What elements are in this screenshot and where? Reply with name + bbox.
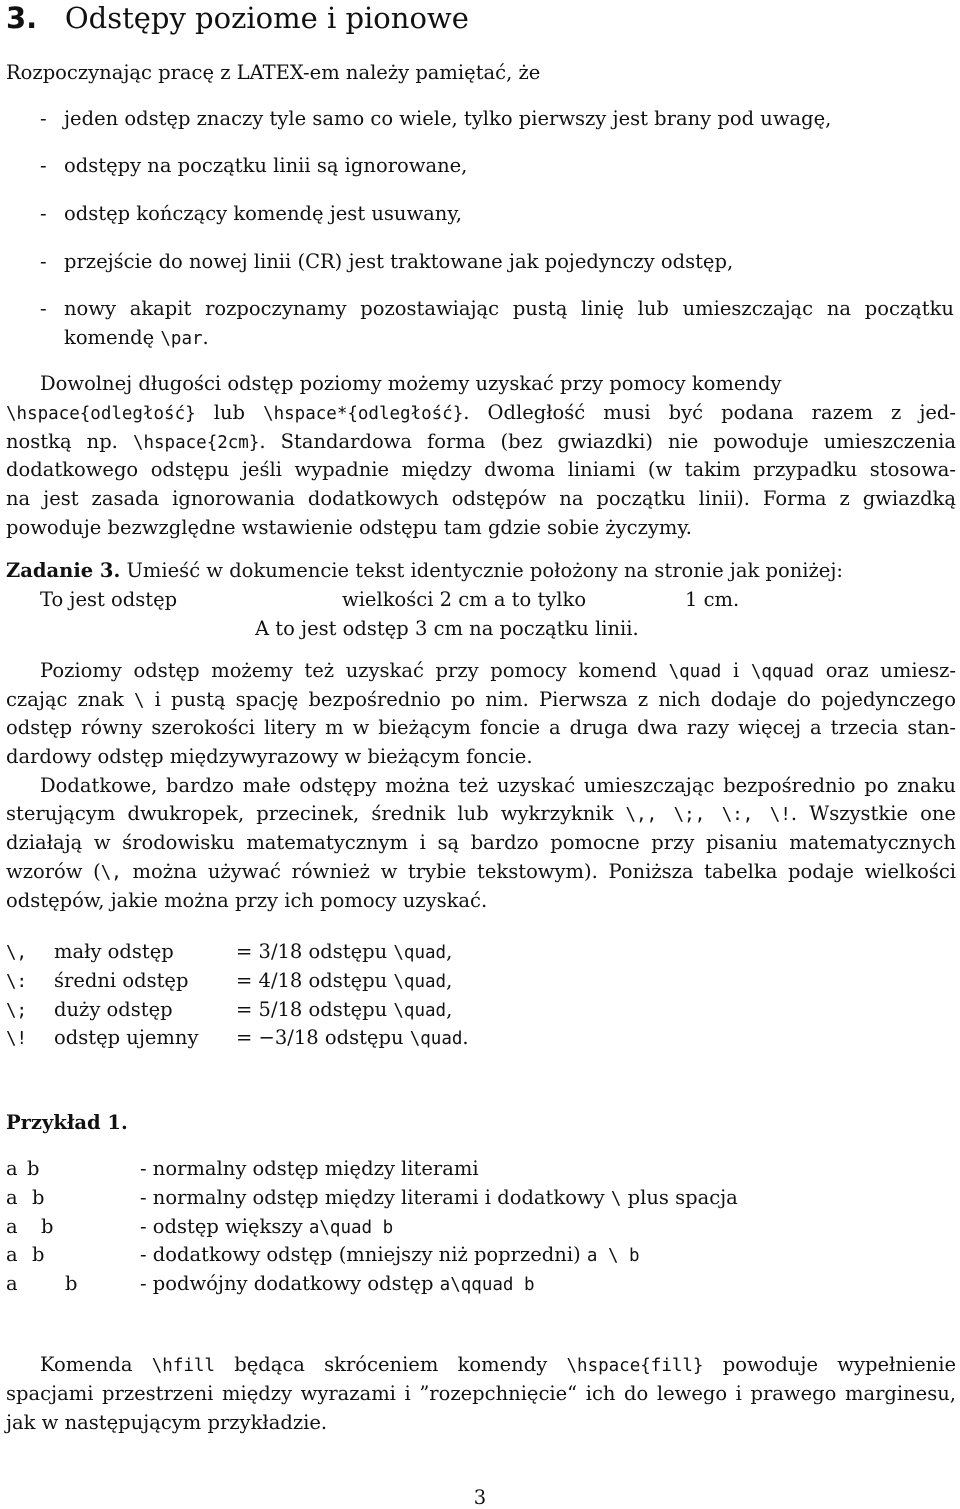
code: \hspace{odległość} <box>6 404 196 424</box>
table-cell: odstęp ujemny <box>54 1026 199 1049</box>
text: i <box>721 659 751 682</box>
paragraph-line: powoduje bezwzględne wstawienie odstępu tam gdzie sobie życzymy. <box>6 516 692 539</box>
task-label: Zadanie 3. <box>6 559 121 582</box>
code: \quad <box>393 972 447 992</box>
list-dash: - <box>40 202 47 225</box>
task-demo: 1 cm. <box>685 588 740 611</box>
paragraph-line <box>6 857 956 888</box>
example-desc <box>140 1183 738 1214</box>
paragraph-line: odstęp równy szerokości litery m w bieżącym foncie a druga dwa razy więcej a trzecia stan- <box>6 716 956 739</box>
code: \hspace{fill} <box>566 1356 704 1376</box>
example-a: a <box>6 1272 18 1295</box>
text: Komenda <box>40 1353 152 1376</box>
example-b: b <box>32 1186 45 1209</box>
paragraph-line: Dodatkowe, bardzo małe odstępy można też uzyskać umieszczając bezpośrednio po znaku <box>40 774 956 797</box>
text: . <box>202 326 209 349</box>
cmd: \, <box>6 943 28 963</box>
text: i pustą spację bezpośrednio po nim. Pierwsza z nich dodaje do pojedynczego <box>144 688 956 711</box>
code: \hspace{2cm} <box>132 433 260 453</box>
paragraph-line: spacjami przestrzeni między wyrazami i ”rozepchnięcie“ ich do lewego i prawego marginesu, <box>6 1382 956 1405</box>
example-b: b <box>32 1243 45 1266</box>
code: \par <box>160 329 203 349</box>
example-desc <box>140 1269 535 1300</box>
table-cell <box>236 937 452 968</box>
example-a: a <box>6 1243 18 1266</box>
list-item-continuation <box>64 323 209 354</box>
table-row <box>6 966 27 997</box>
list-dash: - <box>40 154 47 177</box>
list-dash: - <box>40 250 47 273</box>
section-title-text: Odstępy poziome i pionowe <box>64 1 469 35</box>
text: czając znak <box>6 688 134 711</box>
table-row <box>6 995 27 1026</box>
code: \ <box>133 691 145 711</box>
text: = 5/18 odstępu <box>236 998 394 1021</box>
cmd: \; <box>6 1001 28 1021</box>
task-demo: A to jest odstęp 3 cm na początku linii. <box>255 617 639 640</box>
code: \quad <box>393 1001 447 1021</box>
table-cell <box>236 1023 469 1054</box>
text: . Standardowa forma (bez gwiazdki) nie powoduje umieszczenia <box>259 430 956 453</box>
example-b: b <box>41 1215 54 1238</box>
text: można używać również w trybie tekstowym). Poniższa tabelka podaje wielkości <box>121 860 956 883</box>
section-title <box>6 0 469 36</box>
cmd: \: <box>6 972 28 992</box>
code: \quad <box>668 662 722 682</box>
example-desc <box>140 1240 640 1271</box>
code: a\quad b <box>308 1218 394 1238</box>
code: \, <box>100 863 122 883</box>
text: = −3/18 odstępu <box>236 1026 410 1049</box>
code: a \ b <box>586 1246 640 1266</box>
text: . <box>462 1026 469 1049</box>
example-label: Przykład 1. <box>6 1111 128 1134</box>
cmd: \! <box>6 1029 28 1049</box>
text: . Wszystkie one <box>790 802 956 825</box>
paragraph-line <box>40 1350 956 1381</box>
table-cell: mały odstęp <box>54 940 174 963</box>
paragraph-line <box>6 398 956 429</box>
table-row <box>6 937 27 968</box>
code: \ <box>610 1189 622 1209</box>
text: plus spacja <box>621 1186 738 1209</box>
paragraph-line <box>6 799 956 830</box>
code: \quad <box>393 943 447 963</box>
code: a\qquad b <box>439 1275 535 1295</box>
text: nostką np. <box>6 430 133 453</box>
text: . Odległość musi być podana razem z jed- <box>463 401 956 424</box>
intro-text: Rozpoczynając pracę z LATEX-em należy pamiętać, że <box>6 61 541 84</box>
text: , <box>446 969 453 992</box>
example-desc <box>140 1212 393 1243</box>
code: \hspace*{odległość} <box>263 404 464 424</box>
code: \quad <box>409 1029 463 1049</box>
text: = 3/18 odstępu <box>236 940 394 963</box>
text: - normalny odstęp między literami <box>140 1157 479 1180</box>
list-item: jeden odstęp znaczy tyle samo co wiele, tylko pierwszy jest brany pod uwagę, <box>64 107 832 130</box>
task-line <box>6 556 843 585</box>
task-text: Umieść w dokumencie tekst identycznie położony na stronie jak poniżej: <box>120 559 843 582</box>
table-cell <box>236 995 452 1026</box>
text: wzorów ( <box>6 860 101 883</box>
paragraph-line <box>6 427 956 458</box>
section-number: 3. <box>6 1 38 35</box>
text: , <box>446 940 453 963</box>
list-item: odstęp kończący komendę jest usuwany, <box>64 202 462 225</box>
text: sterującym dwukropek, przecinek, średnik lub wykrzyknik <box>6 802 626 825</box>
list-item: przejście do nowej linii (CR) jest traktowane jak pojedynczy odstęp, <box>64 250 734 273</box>
paragraph-line: dardowy odstęp międzywyrazowy w bieżącym foncie. <box>6 745 533 768</box>
text: oraz umiesz- <box>814 659 956 682</box>
text: , <box>446 998 453 1021</box>
paragraph-line: działają w środowisku matematycznym i są bardzo pomocne przy pisaniu matematycznych <box>6 831 956 854</box>
text: = 4/18 odstępu <box>236 969 394 992</box>
list-dash: - <box>40 107 47 130</box>
paragraph-line: odstępów, jakie można przy ich pomocy uzyskać. <box>6 889 488 912</box>
text: komendę <box>64 326 155 349</box>
text: - dodatkowy odstęp (mniejszy niż poprzedni) <box>140 1243 587 1266</box>
paragraph-line <box>40 656 956 687</box>
example-b: b <box>65 1272 78 1295</box>
table-cell: duży odstęp <box>54 998 173 1021</box>
code: \hfill <box>151 1356 215 1376</box>
text: - podwójny dodatkowy odstęp <box>140 1272 440 1295</box>
list-item: odstępy na początku linii są ignorowane, <box>64 154 468 177</box>
example-a: a <box>6 1186 18 1209</box>
code: \qquad <box>750 662 815 682</box>
table-cell: średni odstęp <box>54 969 189 992</box>
text: będąca skróceniem komendy <box>214 1353 567 1376</box>
example-a: a <box>6 1215 18 1238</box>
list-dash: - <box>40 297 47 320</box>
text: - normalny odstęp między literami i dodatkowy <box>140 1186 611 1209</box>
text: powoduje wypełnienie <box>703 1353 956 1376</box>
task-demo: To jest odstęp <box>40 588 178 611</box>
list-item: nowy akapit rozpoczynamy pozostawiając pustą linię lub umieszczając na początku <box>64 297 954 320</box>
page-number: 3 <box>473 1486 487 1509</box>
table-cell <box>236 966 452 997</box>
code: \,, \;, \:, \! <box>625 805 791 825</box>
example-b: b <box>27 1157 40 1180</box>
text: - odstęp większy <box>140 1215 309 1238</box>
paragraph-line: Dowolnej długości odstęp poziomy możemy uzyskać przy pomocy komendy <box>40 372 782 395</box>
table-row <box>6 1023 27 1054</box>
paragraph-line: dodatkowego odstępu jeśli wypadnie między dwoma liniami (w takim przypadku stosowa- <box>6 458 956 481</box>
text: lub <box>195 401 264 424</box>
example-a: a <box>6 1157 18 1180</box>
paragraph-line <box>6 685 956 716</box>
example-desc <box>140 1154 479 1185</box>
paragraph-line: jak w następującym przykładzie. <box>6 1411 328 1434</box>
paragraph-line: na jest zasada ignorowania dodatkowych odstępów na początku linii). Forma z gwiazdką <box>6 487 956 510</box>
task-demo: wielkości 2 cm a to tylko <box>342 588 587 611</box>
text: Poziomy odstęp możemy też uzyskać przy pomocy komend <box>40 659 669 682</box>
